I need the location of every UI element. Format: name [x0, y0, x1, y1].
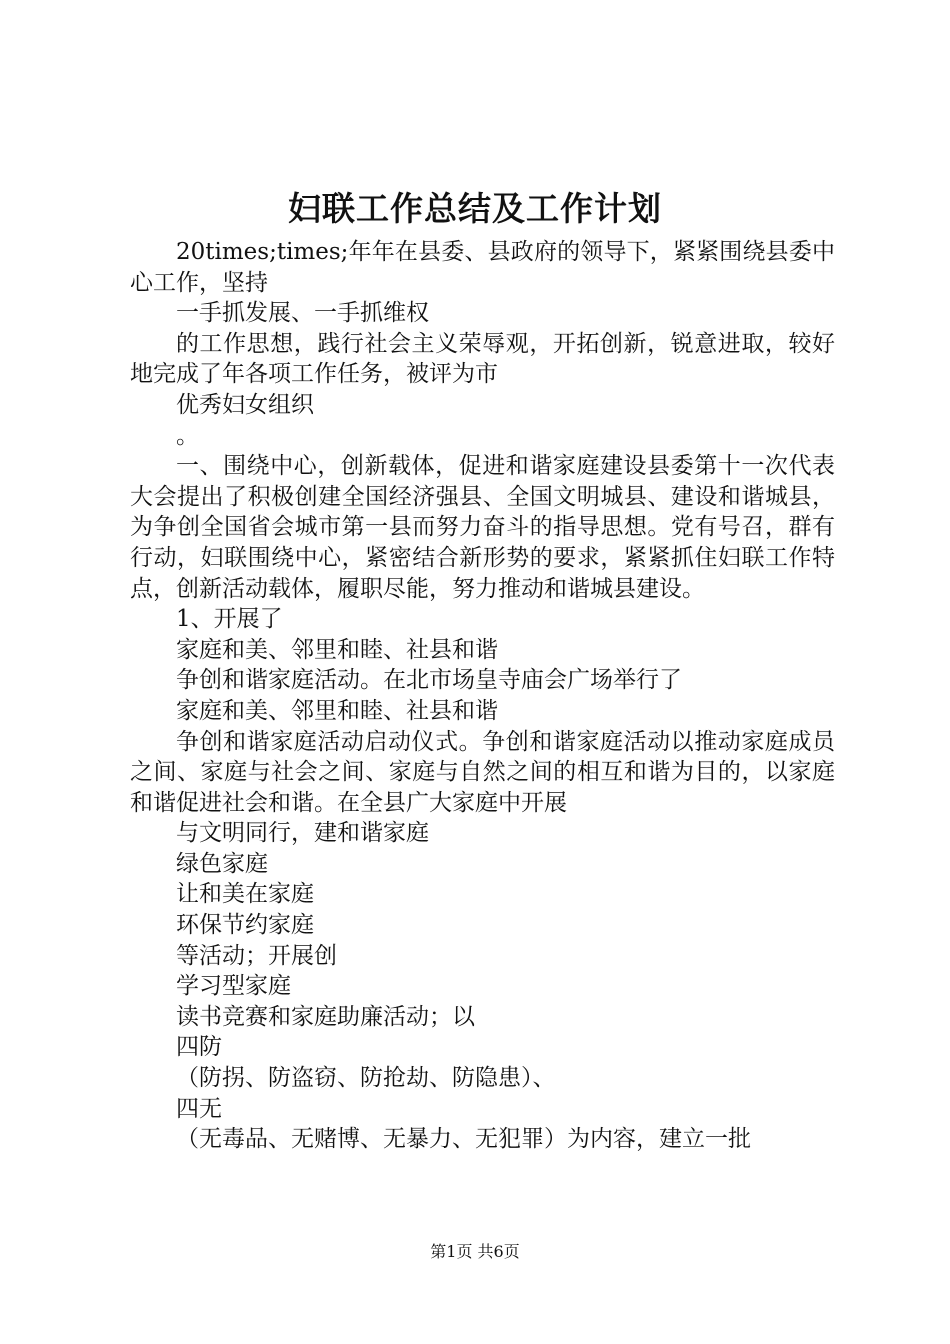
document-body: [130, 237, 835, 1155]
page-footer: [0, 1240, 950, 1264]
paragraph: 学习型家庭: [176, 973, 291, 1000]
paragraph: 读书竞赛和家庭助廉活动；以: [176, 1003, 475, 1030]
paragraph: 。: [176, 422, 199, 449]
document-title: 妇联工作总结及工作计划: [288, 189, 662, 228]
paragraph: 优秀妇女组织: [176, 391, 314, 418]
paragraph: 环保节约家庭: [176, 912, 314, 939]
paragraph: 让和美在家庭: [176, 881, 314, 908]
paragraph: 20times;times;年年在县委、县政府的领导下，紧紧围绕县委中心工作，坚持: [130, 239, 835, 296]
paragraph: 一、围绕中心，创新载体，促进和谐家庭建设县委第十一次代表大会提出了积极创建全国经济强县、全国文明城县、建设和谐城县，为争创全国省会城市第一县而努力奋斗的指导思想。党有号召，群有行动，妇联围绕中心，紧密结合新形势的要求，紧紧抓住妇联工作特点，创新活动载体，履职尽能，努力推动和谐城县建设。: [130, 453, 835, 602]
paragraph: （防拐、防盗窃、防抢劫、防隐患）、: [176, 1065, 556, 1092]
paragraph: （无毒品、无赌博、无暴力、无犯罪）为内容，建立一批: [176, 1126, 751, 1153]
paragraph: 的工作思想，践行社会主义荣辱观，开拓创新，锐意进取，较好地完成了年各项工作任务，被评为市: [130, 330, 835, 388]
page-indicator: 第1页 共6页: [430, 1242, 520, 1261]
paragraph: 与文明同行，建和谐家庭: [176, 820, 429, 847]
paragraph: 一手抓发展、一手抓维权: [176, 300, 429, 327]
paragraph: 家庭和美、邻里和睦、社县和谐: [176, 636, 498, 663]
paragraph: 等活动；开展创: [176, 942, 337, 969]
paragraph: 争创和谐家庭活动启动仪式。争创和谐家庭活动以推动家庭成员之间、家庭与社会之间、家庭与自然之间的相互和谐为目的，以家庭和谐促进社会和谐。在全县广大家庭中开展: [130, 728, 835, 816]
paragraph: 家庭和美、邻里和睦、社县和谐: [176, 697, 498, 724]
paragraph: 四防: [176, 1034, 222, 1061]
paragraph: 绿色家庭: [176, 850, 268, 877]
paragraph: 争创和谐家庭活动。在北市场皇寺庙会广场举行了: [176, 667, 682, 694]
paragraph: 1、开展了: [176, 606, 283, 633]
paragraph: 四无: [176, 1095, 222, 1122]
